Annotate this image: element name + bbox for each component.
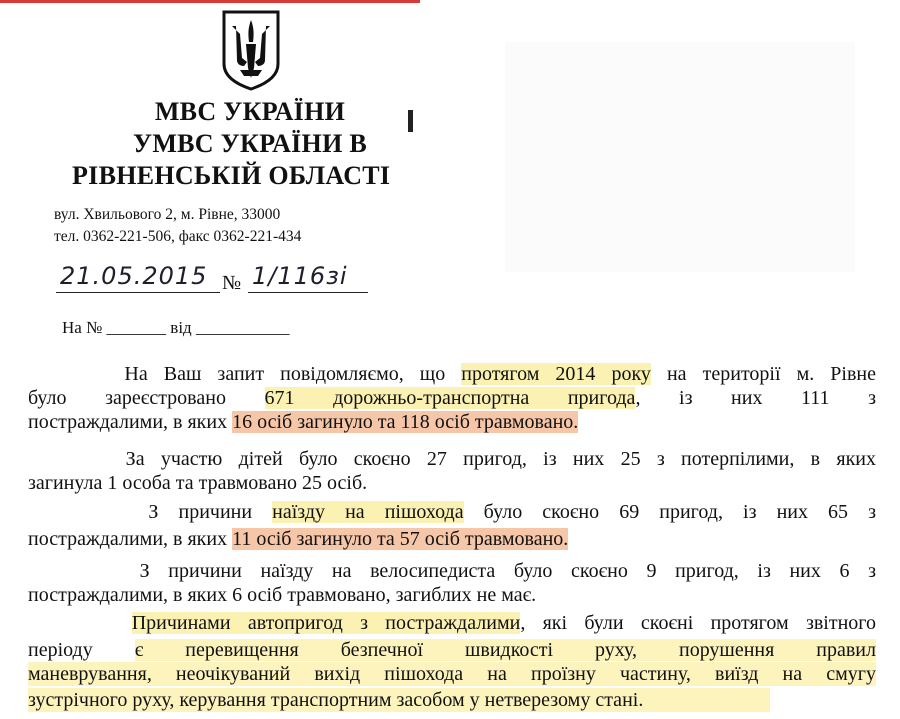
p5-line-1: Причинами автопригод з постраждалими, які були скоєні протягом звітного (131, 612, 876, 634)
p5-line-2: періоду є перевищення безпечної швидкості руху, порушення правил (28, 639, 876, 661)
handwritten-number: 1/116зі (252, 262, 348, 290)
p3-line-1: З причини наїзду на пішохода було скоєно 69 пригод, із них 65 з (148, 501, 877, 523)
red-edge-mark (0, 0, 420, 3)
highlight-causes: Причинами автопригод з постраждалими (131, 612, 521, 634)
number-underline (248, 292, 368, 293)
p1-line-3: постраждалими, в яких 16 осіб загинуло та 118 осіб травмовано. (28, 411, 579, 433)
org-line-3: РІВНЕНСЬКІЙ ОБЛАСТІ (72, 161, 391, 190)
highlight-casualties: 16 осіб загинуло та 118 осіб травмовано. (232, 411, 579, 433)
org-line-2: УМВС УКРАЇНИ В (132, 129, 368, 158)
p1-line-2: було зареєстровано 671 дорожньо-транспортна пригода, із них 111 з (28, 387, 876, 409)
redacted-area (505, 42, 855, 272)
address-line: вул. Хвильового 2, м. Рівне, 33000 (54, 206, 281, 223)
highlight-pedestrian: наїзду на пішохода (272, 501, 464, 523)
p2-line-2: загинула 1 особа та травмовано 25 осіб. (28, 472, 368, 494)
org-line-1: МВС УКРАЇНИ (154, 97, 346, 126)
handwritten-date: 21.05.2015 (60, 262, 208, 290)
highlight-causes-list: є перевищення безпечної швидкості руху, порушення правил (134, 639, 876, 661)
phone-line: тел. 0362-221-506, факс 0362-221-434 (54, 228, 302, 245)
highlight-period: протягом 2014 року (461, 363, 651, 385)
clipped-letter-mark (408, 110, 413, 132)
p5-line-3: маневрування, неочікуваний вихід пішохода на проїзну частину, виїзд на смугу (28, 663, 876, 685)
highlight-pedestrian-casualties: 11 осіб загинуло та 57 осіб травмовано. (232, 528, 569, 550)
reply-ref-line: На № _______ від ___________ (62, 318, 290, 337)
p2-line-1: За участю дітей було скоєно 27 пригод, із них 25 з потерпілими, в яких (125, 448, 876, 470)
number-sign: № (222, 272, 242, 294)
p4-line-1: З причини наїзду на велосипедиста було скоєно 9 пригод, із них 6 з (139, 560, 876, 582)
p1-line-1: На Ваш запит повідомляємо, що протягом 2014 року на території м. Рівне (124, 363, 877, 385)
p4-line-2: постраждалими, в яких 6 осіб травмовано, загиблих не має. (28, 584, 537, 606)
trident-emblem-icon (218, 8, 284, 92)
p3-line-2: постраждалими, в яких 11 осіб загинуло та 57 осіб травмовано. (28, 528, 569, 550)
date-underline (56, 292, 220, 293)
highlight-accident-count: 671 дорожньо-транспортна пригода (264, 387, 636, 409)
p5-line-4: зустрічного руху, керування транспортним засобом у нетверезому стані. (28, 688, 770, 712)
